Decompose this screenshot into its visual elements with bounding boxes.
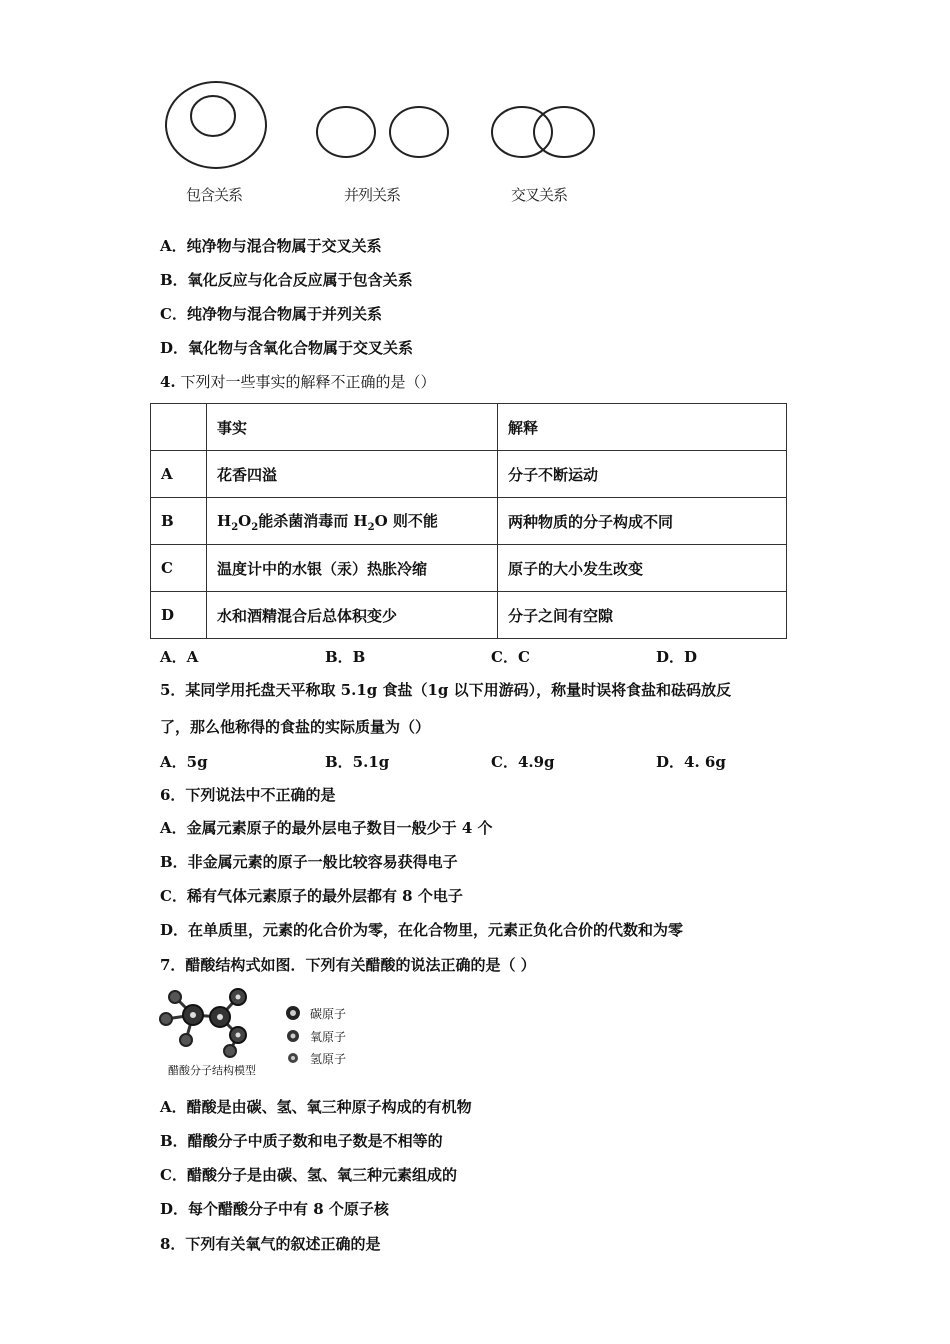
containment-inner-circle	[191, 96, 235, 136]
q6-option-d: D．在单质里，元素的化合价为零，在化合物里，元素正负化合价的代数和为零	[160, 921, 684, 939]
q7-option-b: B．醋酸分子中质子数和电子数是不相等的	[160, 1132, 443, 1150]
q4-stem	[160, 372, 435, 392]
label-parallel: 并列关系	[344, 186, 401, 204]
q7-option-d: D．每个醋酸分子中有 8 个原子核	[160, 1200, 389, 1218]
q3-option-d: D．氧化物与含氧化合物属于交叉关系	[160, 339, 414, 357]
table-row	[151, 451, 787, 498]
q5-stem-line2: 了，那么他称得的食盐的实际质量为（）	[160, 718, 431, 736]
molecule-figure	[158, 985, 268, 1063]
q3-option-b: B．氧化反应与化合反应属于包含关系	[160, 271, 413, 289]
parallel-left-circle	[317, 107, 375, 157]
q4-option-a: A．A	[160, 648, 199, 666]
row-fact: 温度计中的水银（汞）热胀冷缩	[207, 545, 498, 592]
legend-oxygen: 氧原子	[310, 1030, 347, 1044]
row-fact: $H_2O_2$能杀菌消毒而 $H_2O$ 则不能	[207, 498, 498, 545]
q5-option-c: C．4.9g	[491, 753, 555, 771]
row-key: B	[151, 498, 207, 545]
q5-stem-line1: 5．某同学用托盘天平称取 5.1g 食盐（1g 以下用游码），称量时误将食盐和砝码放反	[160, 681, 732, 699]
label-intersect: 交叉关系	[511, 186, 568, 204]
row-key: C	[151, 545, 207, 592]
row-fact: 水和酒精混合后总体积变少	[207, 592, 498, 639]
q5-option-b: B．5.1g	[325, 753, 390, 771]
q6-stem: 6．下列说法中不正确的是	[160, 786, 336, 804]
q6-option-a: A．金属元素原子的最外层电子数目一般少于 4 个	[160, 819, 493, 837]
figure-caption: 醋酸分子结构模型	[168, 1064, 256, 1077]
q5-option-a: A．5g	[160, 753, 208, 771]
intersect-right-circle	[534, 107, 594, 157]
table-row	[151, 592, 787, 639]
row-fact: 花香四溢	[207, 451, 498, 498]
hydrogen-atom	[169, 991, 181, 1003]
table-header-row	[151, 404, 787, 451]
q6-option-c: C．稀有气体元素原子的最外层都有 8 个电子	[160, 887, 463, 905]
row-explain: 分子不断运动	[498, 451, 787, 498]
relationship-circles	[150, 70, 610, 180]
header-explain: 解释	[498, 404, 787, 451]
row-explain: 两种物质的分子构成不同	[498, 498, 787, 545]
q3-option-c: C．纯净物与混合物属于并列关系	[160, 305, 382, 323]
hydrogen-atom	[224, 1045, 236, 1057]
parallel-right-circle	[390, 107, 448, 157]
legend-markers	[283, 1003, 303, 1067]
q4-text: 下列对一些事实的解释不正确的是（）	[180, 373, 436, 391]
q7-stem: 7．醋酸结构式如图．下列有关醋酸的说法正确的是（ ）	[160, 956, 536, 974]
q5-option-d: D．4. 6g	[656, 753, 726, 771]
row-key: A	[151, 451, 207, 498]
q7-option-a: A．醋酸是由碳、氢、氧三种原子构成的有机物	[160, 1098, 472, 1116]
hydrogen-atom	[180, 1034, 192, 1046]
row-explain: 分子之间有空隙	[498, 592, 787, 639]
q6-option-b: B．非金属元素的原子一般比较容易获得电子	[160, 853, 458, 871]
row-explain: 原子的大小发生改变	[498, 545, 787, 592]
table-row	[151, 545, 787, 592]
q4-table	[150, 403, 787, 639]
legend-hydrogen: 氢原子	[310, 1052, 347, 1066]
q4-option-d: D．D	[656, 648, 698, 666]
q8-stem: 8．下列有关氧气的叙述正确的是	[160, 1235, 381, 1253]
q4-option-c: C．C	[491, 648, 530, 666]
header-fact: 事实	[207, 404, 498, 451]
q4-number: 4.	[160, 373, 176, 391]
q3-option-a: A．纯净物与混合物属于交叉关系	[160, 237, 382, 255]
hydrogen-atom	[160, 1013, 172, 1025]
header-key	[151, 404, 207, 451]
containment-outer-circle	[166, 82, 266, 168]
table-row	[151, 498, 787, 545]
q7-option-c: C．醋酸分子是由碳、氢、氧三种元素组成的	[160, 1166, 457, 1184]
label-containment: 包含关系	[186, 186, 243, 204]
q4-option-b: B．B	[325, 648, 366, 666]
legend-carbon: 碳原子	[310, 1007, 347, 1021]
acetic-acid-model	[158, 985, 268, 1067]
row-key: D	[151, 592, 207, 639]
relationship-diagram	[150, 70, 610, 184]
